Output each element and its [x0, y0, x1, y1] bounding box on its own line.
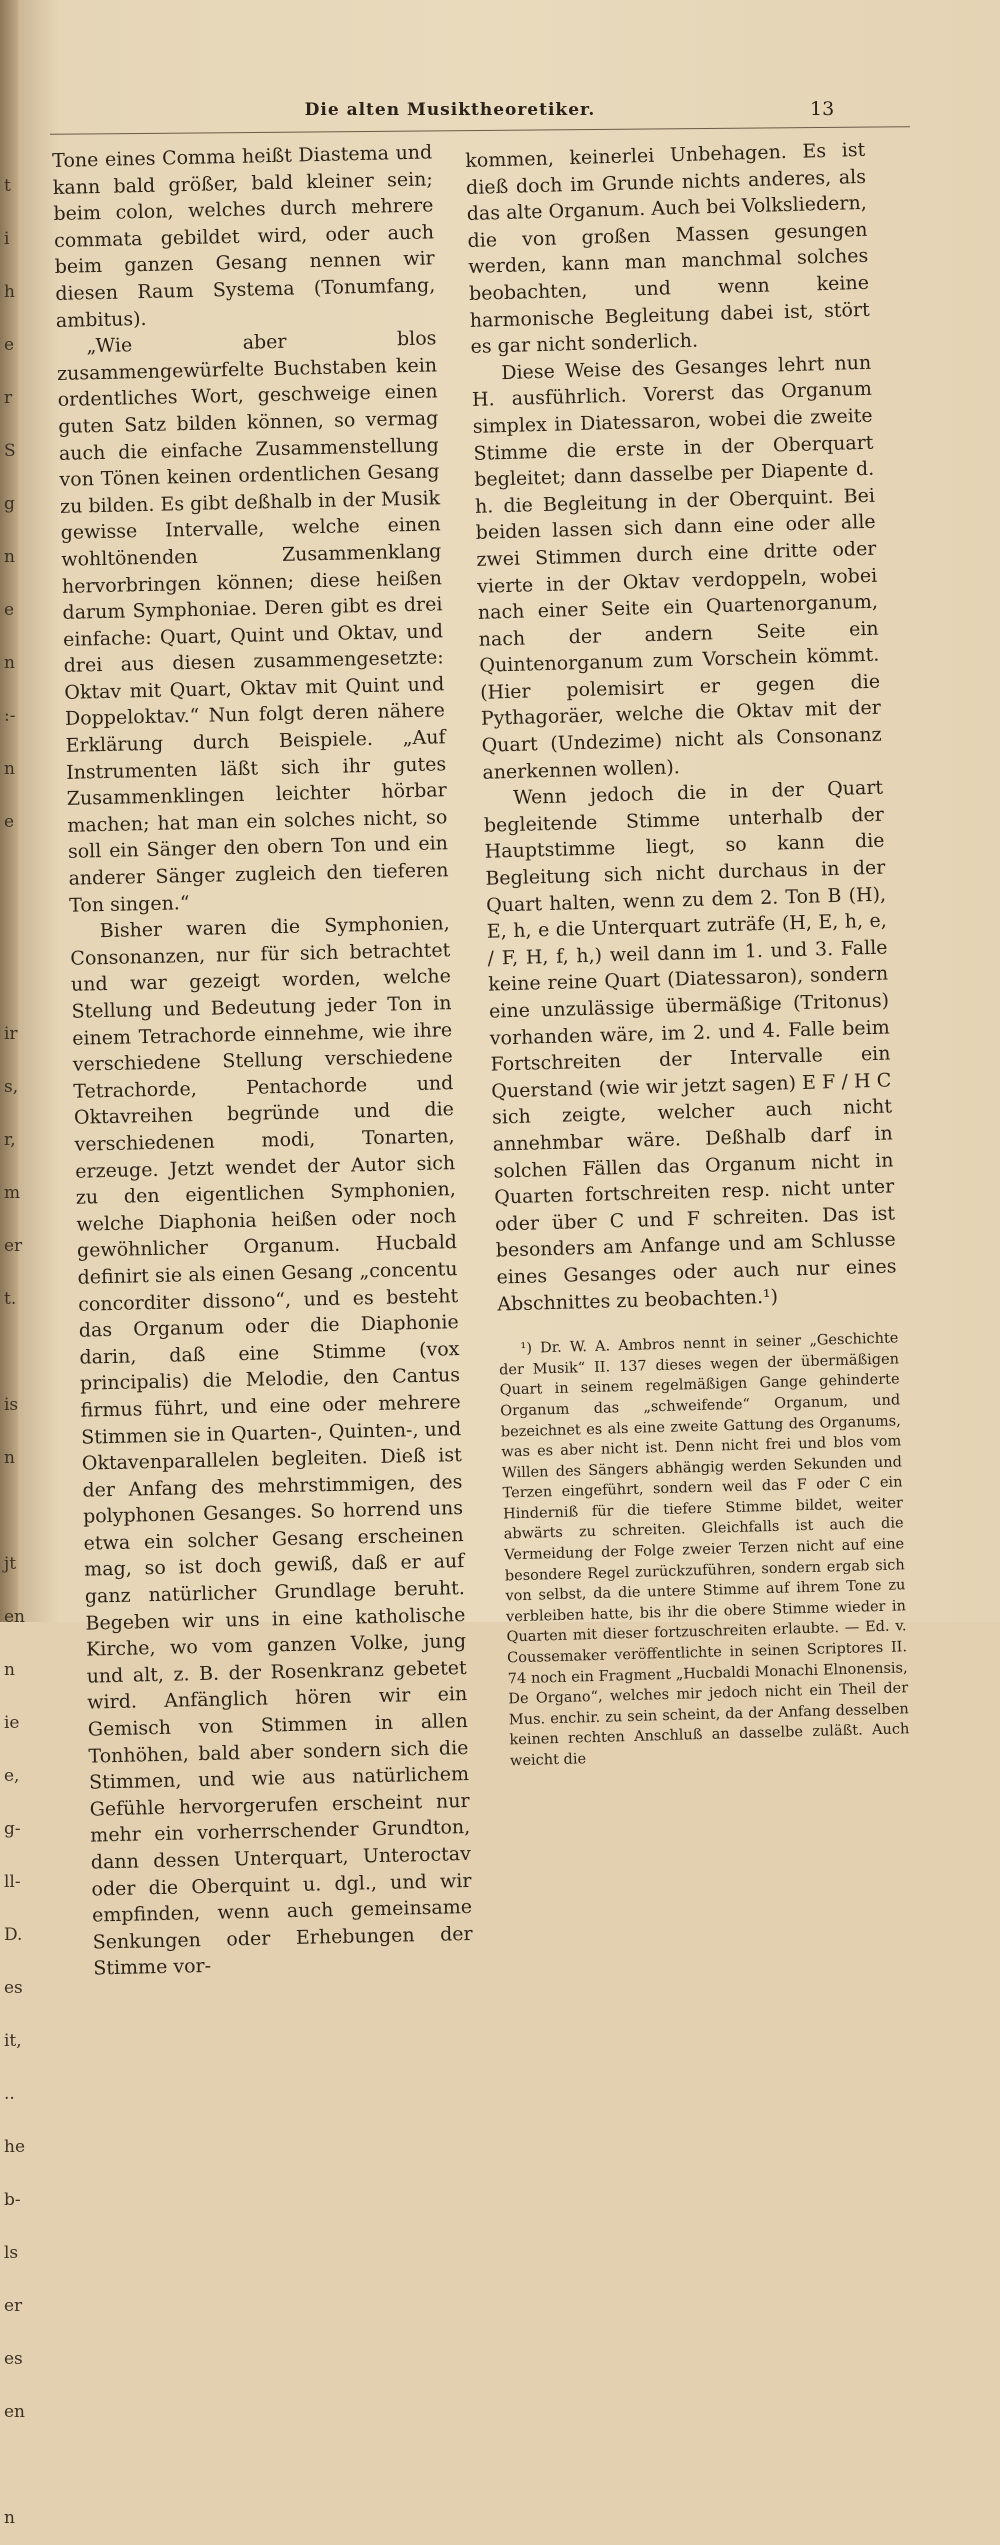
- margin-fragment: e: [4, 600, 15, 620]
- margin-fragment: n: [4, 1448, 15, 1468]
- paragraph: Diese Weise des Gesanges lehrt nun H. ausführlich. Vorerst das Organum simplex in Diatessaron, wobei die zweite Stimme die erste in der Oberquart begleitet; dann dasselbe per Diapente d. h. die Begleitung in der Oberquint. Bei beiden lassen sich dann eine oder alle zwei Stimmen durch eine dritte oder vierte in der Oktav verdoppeln, wobei nach einer Seite ein Quartenorganum, nach der andern Seite ein Quintenorganum zum Vorschein kömmt. (Hier polemisirt er gegen die Pythagoräer, welche die Oktav mit der Quart (Undezime) nicht als Consonanz anerkennen wollen).: [471, 351, 882, 784]
- margin-fragment: e,: [4, 1766, 20, 1786]
- margin-fragment: ie: [4, 1713, 20, 1733]
- margin-fragment: n: [4, 653, 15, 673]
- facing-page-fragments: [4, 160, 26, 2545]
- margin-fragment: D.: [4, 1925, 23, 1945]
- margin-fragment: jt: [4, 1554, 17, 1574]
- margin-fragment: er: [4, 2296, 23, 2316]
- margin-fragment: en: [4, 2402, 26, 2422]
- margin-fragment: n: [4, 547, 15, 567]
- footnote: [498, 1328, 910, 1771]
- margin-fragment: it,: [4, 2031, 22, 2051]
- margin-fragment: n: [4, 1660, 15, 1680]
- margin-fragment: m: [4, 1183, 21, 1203]
- margin-fragment: t.: [4, 1289, 17, 1309]
- margin-fragment: es: [4, 1978, 23, 1998]
- margin-fragment: en: [4, 1607, 26, 1627]
- paragraph: Bisher waren die Symphonien, Consonanzen, nur für sich betrachtet und war gezeigt worden, welche Stellung und Bedeutung jeder Ton in einem Tetrachorde einnehme, wie ihre verschiedene Stellung verschiedene Tetrachorde, Pentachorde und Oktavreihen begründe und die verschiedenen modi, Tonarten, erzeuge. Jetzt wendet der Autor sich zu den eigentlichen Symphonien, welche Diaphonia heißen oder noch gewöhnlicher Organum. Hucbald definirt sie als einen Gesang „concentu concorditer dissono“, und es besteht das Organum oder die Diaphonie darin, daß eine Stimme (vox principalis) die Melodie, den Cantus firmus führt, und eine oder mehrere Stimmen sie in Quarten-, Quinten-, und Oktavenparallelen begleiten. Dieß ist der Anfang des mehrstimmigen, des polyphonen Gesanges. So horrend uns etwa ein solcher Gesang erscheinen mag, so ist doch gewiß, daß er auf ganz natürlicher Grundlage beruht. Begeben wir uns in eine katholische Kirche, wo vom ganzen Volke, jung und alt, z. B. der Rosenkranz gebetet wird. Anfänglich hören wir ein Gemisch von Stimmen in allen Tonhöhen, bald aber sondern sich die Stimmen, und wie aus natürlichem Gefühle hervorgerufen erscheint nur mehr ein vorherrschender Grundton, dann dessen Unterquart, Unteroctav oder die Oberquint u. dgl., und wir empfinden, wenn auch gemeinsame Senkungen oder Erhebungen der Stimme vor-: [70, 912, 473, 1980]
- paragraph: Wenn jedoch die in der Quart begleitende Stimme unterhalb der Hauptstimme liegt, so kann die Begleitung sich nicht durchaus in der Quart halten, wenn zu dem 2. Ton B (H), E, h, e die Unterquart zuträfe (H, E, h, e, / F, H, f, h,) weil dann im 1. und 3. Falle keine reine Quart (Diatessaron), sondern eine unzulässige übermäßige (Tritonus) vorhanden wäre, im 2. und 4. Falle beim Fortschreiten der Intervalle ein Querstand (wie wir jetzt sagen) E F / H C sich zeigte, welcher auch nicht annehmbar wäre. Deßhalb darf in solchen Fällen das Organum nicht in Quarten fortschreiten resp. nicht unter oder über C und F schreiten. Das ist besonders am Anfange und am Schlusse eines Gesanges oder auch nur eines Abschnittes zu beobachten.¹): [483, 776, 897, 1316]
- margin-fragment: [4, 2439, 18, 2492]
- margin-fragment: t: [4, 176, 11, 196]
- margin-fragment: g-: [4, 1819, 21, 1839]
- page-number: 13: [810, 98, 835, 120]
- margin-fragment: ..: [4, 2084, 15, 2104]
- margin-fragment: e: [4, 812, 15, 832]
- footnote-text: ¹) Dr. W. A. Ambros nennt in seiner „Geschichte der Musik“ II. 137 dieses wegen der übermäßigen Quart in seinem regelmäßigen Gange gehinderte Organum das „schweifende“ Organum, und bezeichnet es als eine zweite Gattung des Organums, was es aber nicht ist. Denn nicht frei und blos vom Willen des Sängers abhängig werden Sekunden und Terzen eingeführt, sondern weil das F oder C ein Hinderniß für die tiefere Stimme bildet, weiter abwärts zu schreiten. Gleichfalls ist auch die Vermeidung der Folge zweier Terzen nicht auf eine besondere Regel zurückzuführen, sondern ergab sich von selbst, da die untere Stimme auf ihrem Tone zu verbleiben hatte, bis ihr die obere Stimme wieder in Quarten mit dieser fortzuschreiten erlaubte. — Ed. v. Coussemaker veröffentlichte in seinen Scriptores II. 74 noch ein Fragment „Hucbaldi Monachi Elnonensis, De Organo“, welches mir jedoch nicht ein Theil der Mus. enchir. zu sein scheint, da der Anfang desselben keinen rechten Anschluß an dasselbe zuläßt. Auch weicht die: [498, 1330, 910, 1770]
- margin-fragment: [4, 902, 18, 955]
- margin-fragment: n: [4, 2508, 15, 2528]
- margin-fragment: ir: [4, 1024, 18, 1044]
- margin-fragment: h: [4, 282, 15, 302]
- left-column: [52, 139, 474, 1982]
- margin-fragment: is: [4, 1395, 19, 1415]
- margin-fragment: S: [4, 441, 16, 461]
- margin-fragment: [4, 849, 18, 902]
- margin-fragment: [4, 1326, 18, 1379]
- paragraph: kommen, keinerlei Unbehagen. Es ist dieß doch im Grunde nichts anderes, als das alte Organum. Auch bei Volksliedern, die von großen Massen gesungen werden, kann man manchmal solches beobachten, und wenn keine harmonische Begleitung dabei ist, stört es gar nicht sonderlich.: [465, 138, 870, 359]
- margin-fragment: es: [4, 2349, 23, 2369]
- margin-fragment: he: [4, 2137, 26, 2157]
- margin-fragment: s,: [4, 1077, 19, 1097]
- running-title: Die alten Musiktheoretiker.: [304, 100, 596, 120]
- paragraph: Tone eines Comma heißt Diastema und kann bald größer, bald kleiner sein; beim colon, welches durch mehrere commata gebildet wird, oder auch beim ganzen Gesang nennen wir diesen Raum Systema (Tonumfang, ambitus).: [52, 141, 436, 332]
- right-column: [465, 137, 910, 1772]
- margin-fragment: :-: [4, 706, 16, 726]
- margin-fragment: i: [4, 229, 10, 249]
- margin-fragment: g: [4, 494, 15, 514]
- margin-fragment: er: [4, 1236, 23, 1256]
- paragraph: „Wie aber blos zusammengewürfelte Buchstaben kein ordentliches Wort, geschweige einen guten Satz bilden können, so vermag auch die einfache Zusammenstellung von Tönen keinen ordentlichen Gesang zu bilden. Es gibt deßhalb in der Musik gewisse Intervalle, welche einen wohltönenden Zusammenklang hervorbringen können; diese heißen darum Symphoniae. Deren gibt es drei einfache: Quart, Quint und Oktav, und drei aus diesen zusammengesetzte: Oktav mit Quart, Oktav mit Quint und Doppeloktav.“ Nun folgt deren nähere Erklärung durch Beispiele. „Auf Instrumenten läßt sich ihr gutes Zusammenklingen leichter hörbar machen; hat man ein solches nicht, so soll ein Sänger den obern Ton und ein anderer Sänger zugleich den tieferen Ton singen.“: [56, 327, 449, 917]
- margin-fragment: r: [4, 388, 13, 408]
- margin-fragment: [4, 955, 18, 1008]
- margin-fragment: b-: [4, 2190, 21, 2210]
- margin-fragment: e: [4, 335, 15, 355]
- margin-fragment: ll-: [4, 1872, 21, 1892]
- margin-fragment: [4, 1485, 18, 1538]
- margin-fragment: ls: [4, 2243, 19, 2263]
- margin-fragment: r,: [4, 1130, 16, 1150]
- header-rule: [50, 126, 910, 135]
- margin-fragment: n: [4, 759, 15, 779]
